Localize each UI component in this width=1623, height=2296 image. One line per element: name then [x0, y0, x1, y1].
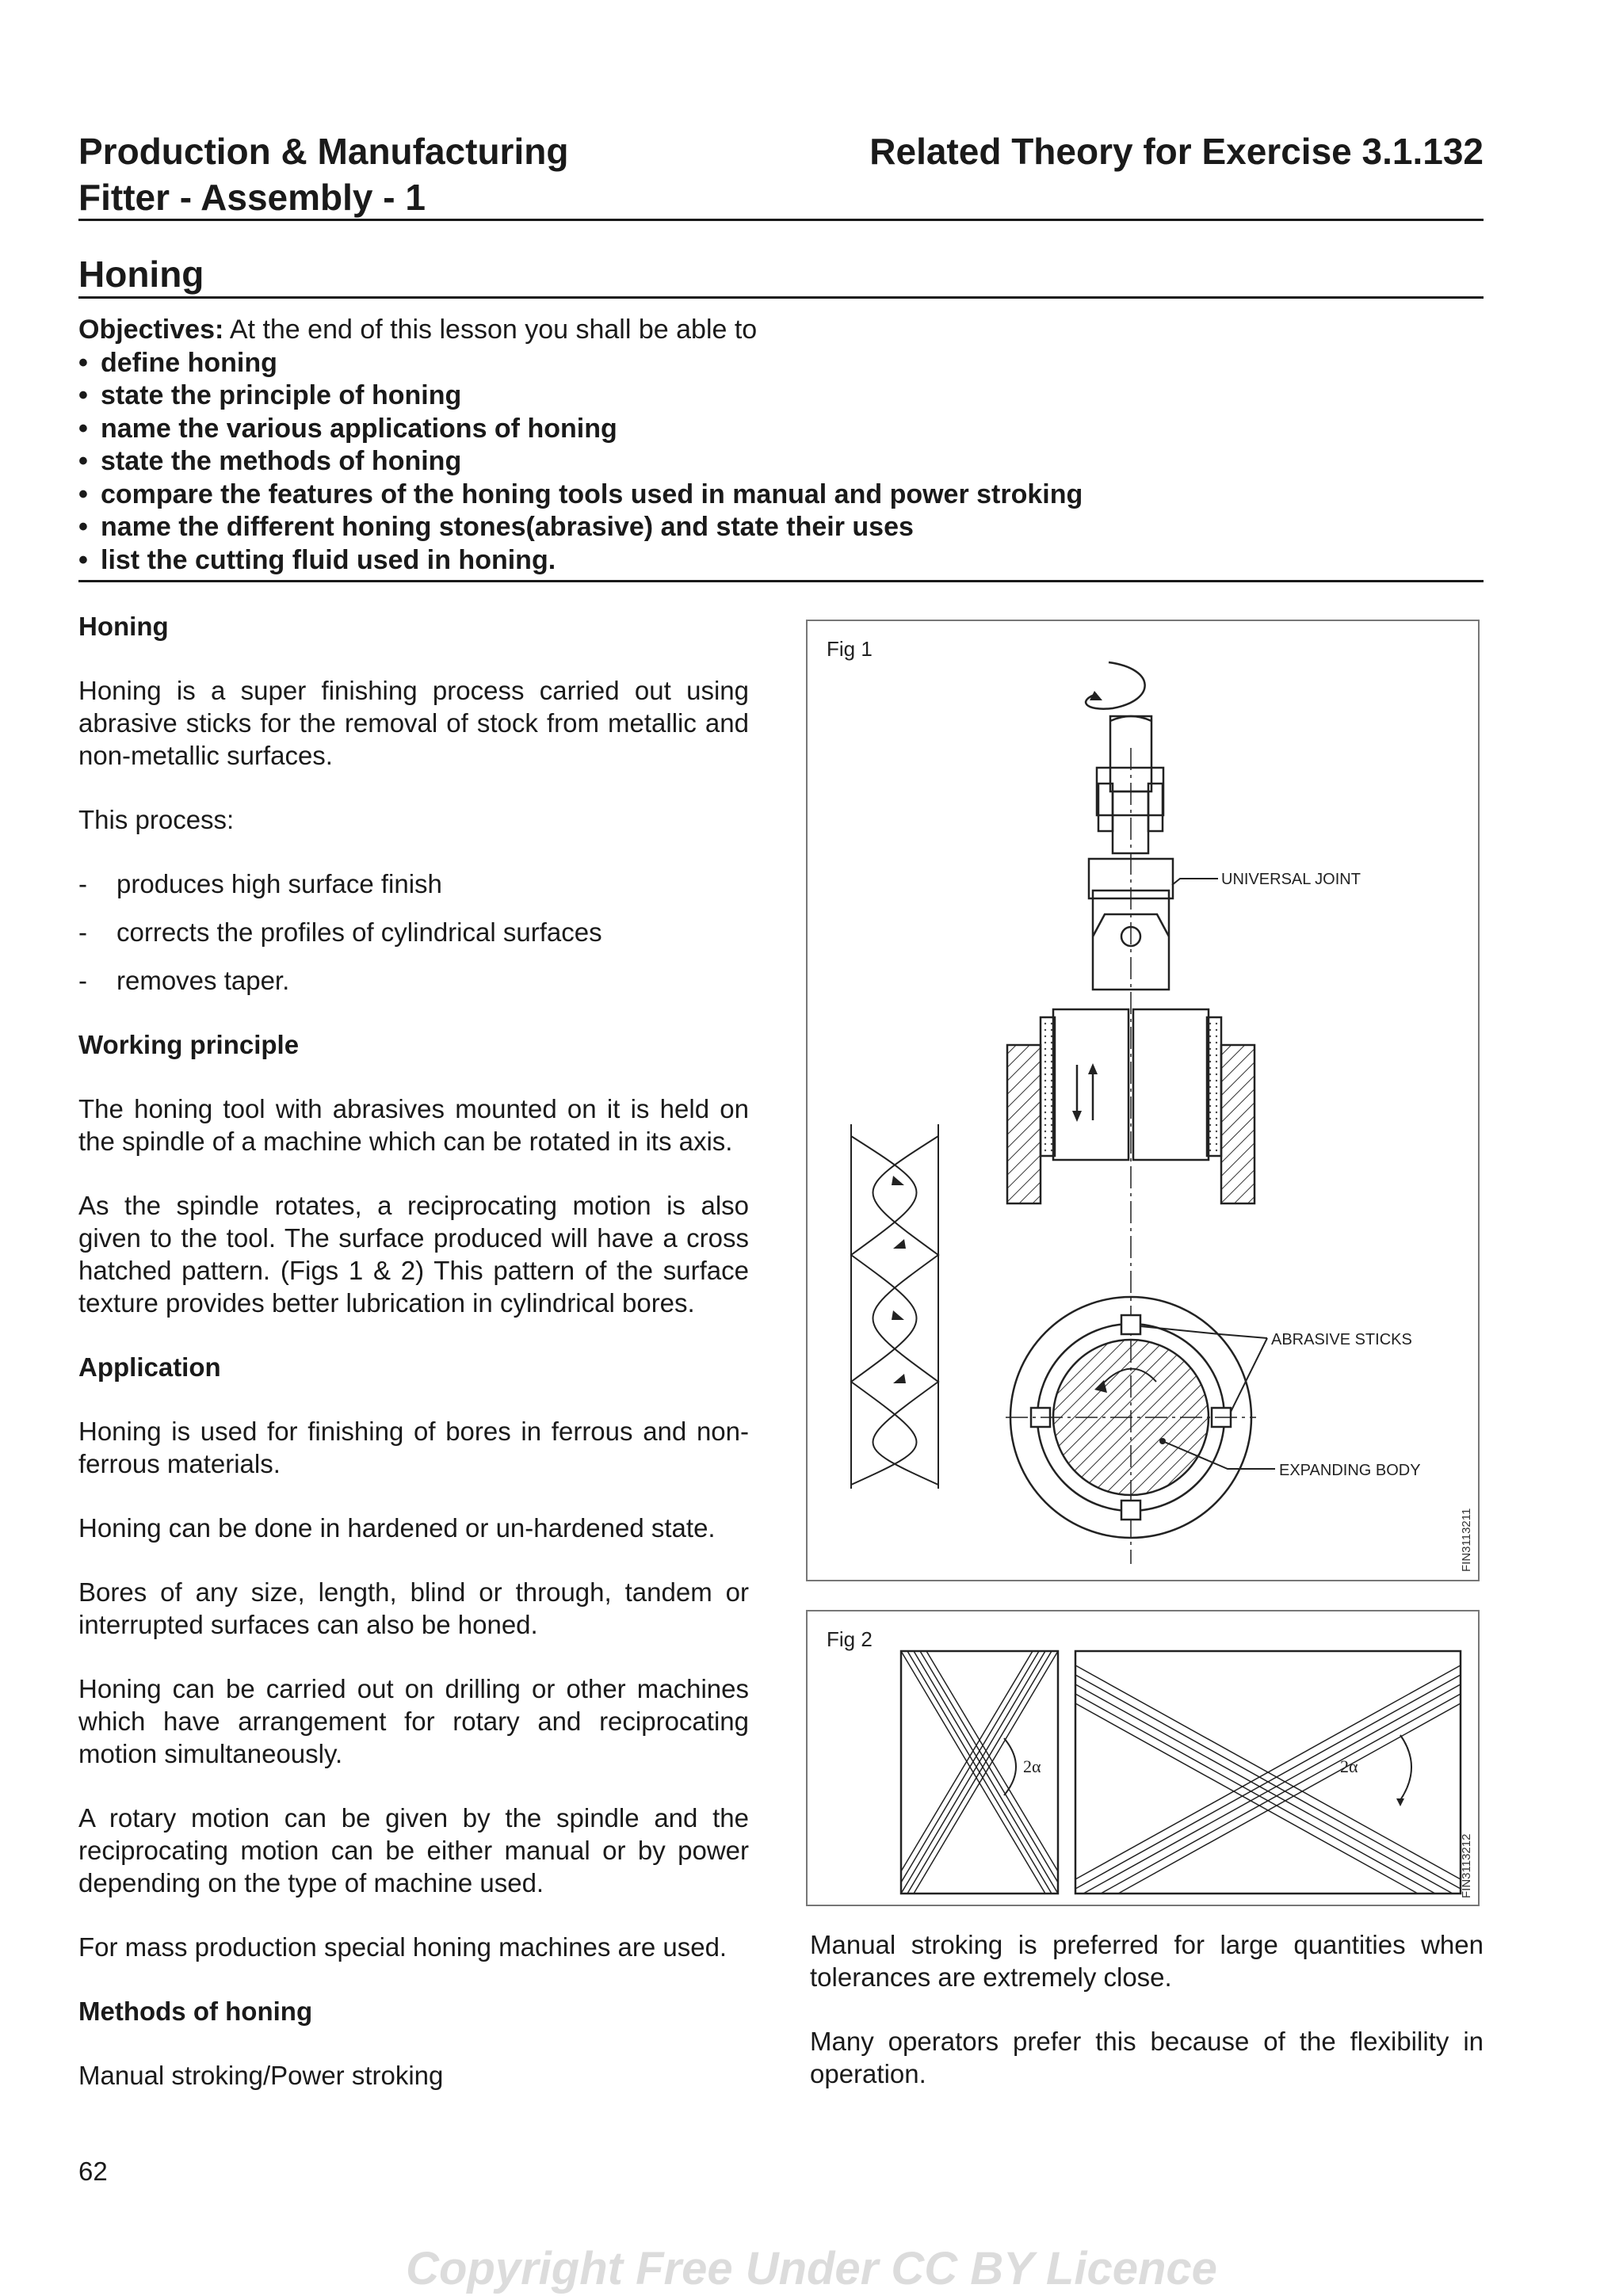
header-exercise: Related Theory for Exercise 3.1.132: [869, 131, 1484, 172]
heading-honing: Honing: [78, 612, 169, 641]
paragraph: For mass production special honing machines are used.: [78, 1932, 727, 1962]
objective-item: • define honing: [78, 347, 1489, 380]
objective-item: • name the different honing stones(abrasive) and state their uses: [78, 511, 1489, 544]
paragraph: Honing can be done in hardened or un-hardened state.: [78, 1513, 716, 1543]
figure-1-code: FIN3113211: [1460, 1508, 1473, 1572]
figure-2-label: Fig 2: [827, 1627, 873, 1651]
list-item-text: removes taper.: [116, 966, 290, 995]
objectives-intro: [78, 314, 1489, 347]
heading-application: Application: [78, 1352, 221, 1382]
heading-methods: Methods of honing: [78, 1997, 313, 2026]
objectives: [78, 314, 1489, 577]
objective-item: • list the cutting fluid used in honing.: [78, 544, 1489, 578]
objective-item: • name the various applications of honing: [78, 413, 1489, 446]
page-number: 62: [78, 2157, 108, 2186]
paragraph: As the spindle rotates, a reciprocating motion is also given to the tool. The surface produced will have a cross hatched pattern. (Figs 1 & 2) This pattern of the surface texture provides better lubrication in cylindrical bores.: [78, 1191, 749, 1318]
page-title: Honing: [78, 254, 204, 295]
objectives-rule: [78, 580, 1484, 582]
header-trade: Fitter - Assembly - 1: [78, 177, 426, 218]
title-rule: [78, 296, 1484, 299]
paragraph: Honing is used for finishing of bores in ferrous and non-ferrous materials.: [78, 1417, 749, 1478]
objective-item: • state the principle of honing: [78, 379, 1489, 413]
header-rule: [78, 219, 1484, 221]
cross-hatch-angle-diagram: [808, 1611, 1478, 1905]
rotation-arrow: [1086, 662, 1145, 709]
paragraph: This process:: [78, 805, 235, 834]
list-dash: -: [78, 966, 87, 995]
paragraph: Bores of any size, length, blind or through, tandem or interrupted surfaces can also be honed.: [78, 1577, 749, 1639]
heading-working-principle: Working principle: [78, 1030, 300, 1059]
list-dash: -: [78, 869, 87, 898]
honing-tool-diagram: [808, 621, 1478, 1580]
objectives-label: Objectives:: [78, 315, 224, 345]
list-dash: -: [78, 917, 87, 947]
list-item: [78, 868, 749, 900]
callout-universal-joint: UNIVERSAL JOINT: [1221, 871, 1361, 888]
list-item: [78, 916, 749, 948]
list-item: [78, 964, 749, 997]
objective-item: • state the methods of honing: [78, 445, 1489, 479]
figure-2: [806, 1610, 1480, 1906]
list-item-text: produces high surface finish: [116, 869, 442, 898]
angle-label-right: 2α: [1340, 1756, 1358, 1776]
paragraph: Manual stroking is preferred for large quantities when tolerances are extremely close.: [810, 1930, 1484, 1992]
objective-item: • compare the features of the honing tools used in manual and power stroking: [78, 479, 1489, 512]
paragraph: Many operators prefer this because of the flexibility in operation.: [810, 2027, 1484, 2088]
objectives-list: [78, 347, 1489, 578]
list-item-text: corrects the profiles of cylindrical surfaces: [116, 917, 602, 947]
left-column: [78, 610, 749, 2123]
figure-2-code: FIN3113212: [1460, 1833, 1473, 1898]
header-course: Production & Manufacturing: [78, 131, 569, 172]
paragraph: Honing can be carried out on drilling or other machines which have arrangement for rotary and reciprocating motion simultaneously.: [78, 1674, 749, 1768]
callout-expanding-body: EXPANDING BODY: [1279, 1462, 1421, 1479]
angle-label-left: 2α: [1023, 1756, 1041, 1776]
objectives-intro-text: At the end of this lesson you shall be able to: [223, 315, 758, 345]
callout-abrasive-sticks: ABRASIVE STICKS: [1271, 1331, 1412, 1348]
paragraph: Honing is a super finishing process carried out using abrasive sticks for the removal of stock from metallic and non-metallic surfaces.: [78, 676, 749, 770]
copyright-watermark: Copyright Free Under CC BY Licence: [406, 2243, 1217, 2294]
paragraph: A rotary motion can be given by the spindle and the reciprocating motion can be either manual or by power depending on the type of machine used.: [78, 1803, 749, 1897]
right-column: [810, 1928, 1484, 2122]
figure-1-label: Fig 1: [827, 637, 873, 661]
paragraph: The honing tool with abrasives mounted on it is held on the spindle of a machine which can be rotated in its axis.: [78, 1094, 749, 1156]
paragraph: Manual stroking/Power stroking: [78, 2061, 444, 2090]
figure-1: [806, 620, 1480, 1581]
